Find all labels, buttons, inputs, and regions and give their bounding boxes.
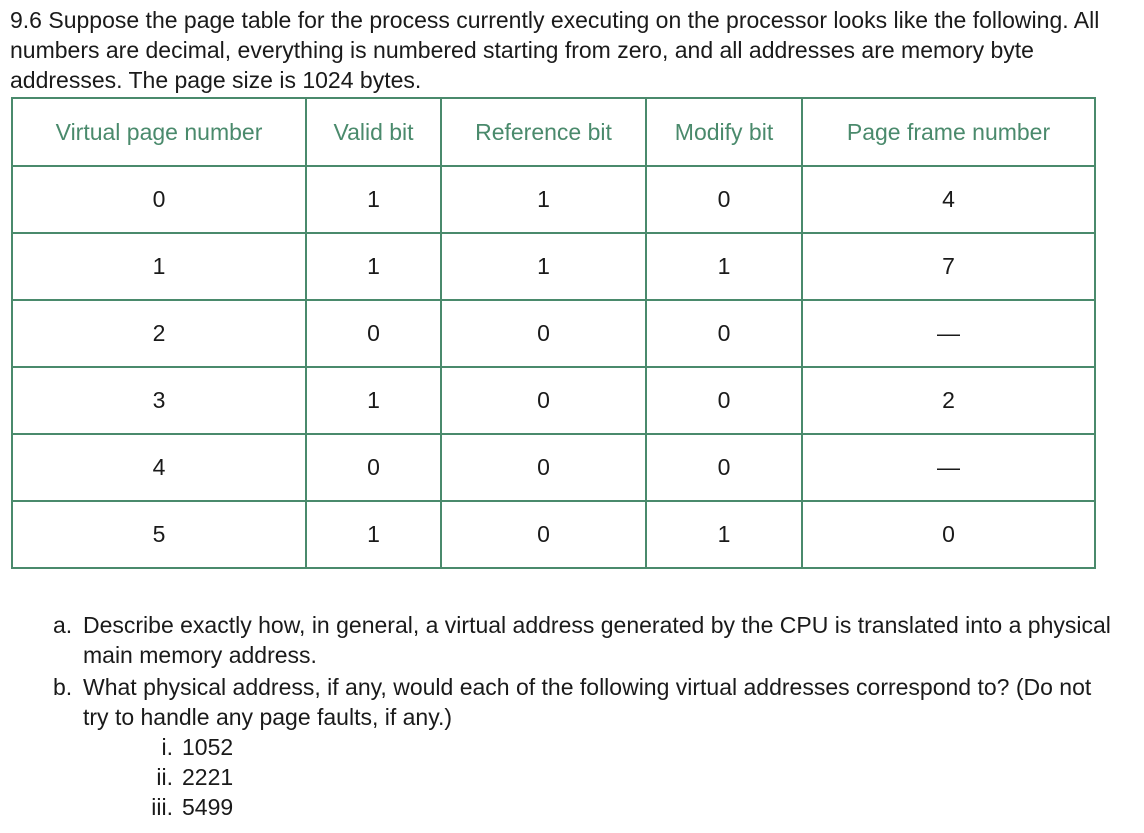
- sub-marker: iii.: [151, 794, 173, 820]
- virtual-address: 1052: [182, 734, 234, 760]
- table-cell: 0: [646, 434, 802, 501]
- list-item: [133, 762, 1113, 792]
- table-cell: 1: [441, 233, 646, 300]
- table-row: [12, 501, 1095, 568]
- table-cell: 0: [12, 166, 306, 233]
- problem-statement: 9.6 Suppose the page table for the process currently executing on the processor looks like the following. All numbers are decimal, everything is numbered starting from zero, and all addresses are memory byte addresses. The page size is 1024 bytes.: [10, 7, 1100, 93]
- table-cell: 1: [646, 501, 802, 568]
- table-cell: 2: [12, 300, 306, 367]
- sub-marker: ii.: [156, 764, 173, 790]
- sub-marker: i.: [161, 734, 173, 760]
- table-row: [12, 434, 1095, 501]
- table-cell: 0: [646, 166, 802, 233]
- table-header-row: [12, 98, 1095, 166]
- list-item: [133, 732, 1113, 762]
- table-cell: 0: [441, 367, 646, 434]
- header-reference-bit: Reference bit: [441, 98, 646, 166]
- table-cell: 1: [306, 166, 441, 233]
- table-cell: 4: [12, 434, 306, 501]
- table-cell: 0: [802, 501, 1095, 568]
- address-list: [83, 732, 1113, 822]
- table-cell: —: [802, 434, 1095, 501]
- question-text: Describe exactly how, in general, a virtual address generated by the CPU is translated into a physical main memory address.: [83, 612, 1111, 668]
- list-item: [133, 792, 1113, 822]
- question-text: What physical address, if any, would each of the following virtual addresses correspond to? (Do not try to handle any page faults, if any.): [83, 674, 1092, 730]
- question-marker: a.: [53, 612, 73, 638]
- table-cell: 7: [802, 233, 1095, 300]
- table-cell: 1: [646, 233, 802, 300]
- page-table: [11, 97, 1096, 569]
- table-cell: —: [802, 300, 1095, 367]
- question-a: [53, 610, 1113, 670]
- table-row: [12, 300, 1095, 367]
- table-cell: 0: [441, 434, 646, 501]
- table-cell: 1: [306, 501, 441, 568]
- table-cell: 1: [306, 367, 441, 434]
- virtual-address: 2221: [182, 764, 234, 790]
- table-row: [12, 166, 1095, 233]
- header-valid-bit: Valid bit: [306, 98, 441, 166]
- table-cell: 4: [802, 166, 1095, 233]
- virtual-address: 5499: [182, 794, 234, 820]
- question-list: [53, 610, 1113, 824]
- table-cell: 0: [441, 501, 646, 568]
- table-cell: 1: [12, 233, 306, 300]
- table-cell: 0: [306, 300, 441, 367]
- table-cell: 3: [12, 367, 306, 434]
- table-cell: 5: [12, 501, 306, 568]
- table-cell: 0: [306, 434, 441, 501]
- table-cell: 1: [441, 166, 646, 233]
- table-cell: 2: [802, 367, 1095, 434]
- question-marker: b.: [53, 674, 73, 700]
- table-cell: 1: [306, 233, 441, 300]
- question-b: [53, 672, 1113, 822]
- table-cell: 0: [646, 367, 802, 434]
- header-virtual-page-number: Virtual page number: [12, 98, 306, 166]
- header-modify-bit: Modify bit: [646, 98, 802, 166]
- table-cell: 0: [441, 300, 646, 367]
- header-page-frame-number: Page frame number: [802, 98, 1095, 166]
- table-row: [12, 233, 1095, 300]
- table-row: [12, 367, 1095, 434]
- table-cell: 0: [646, 300, 802, 367]
